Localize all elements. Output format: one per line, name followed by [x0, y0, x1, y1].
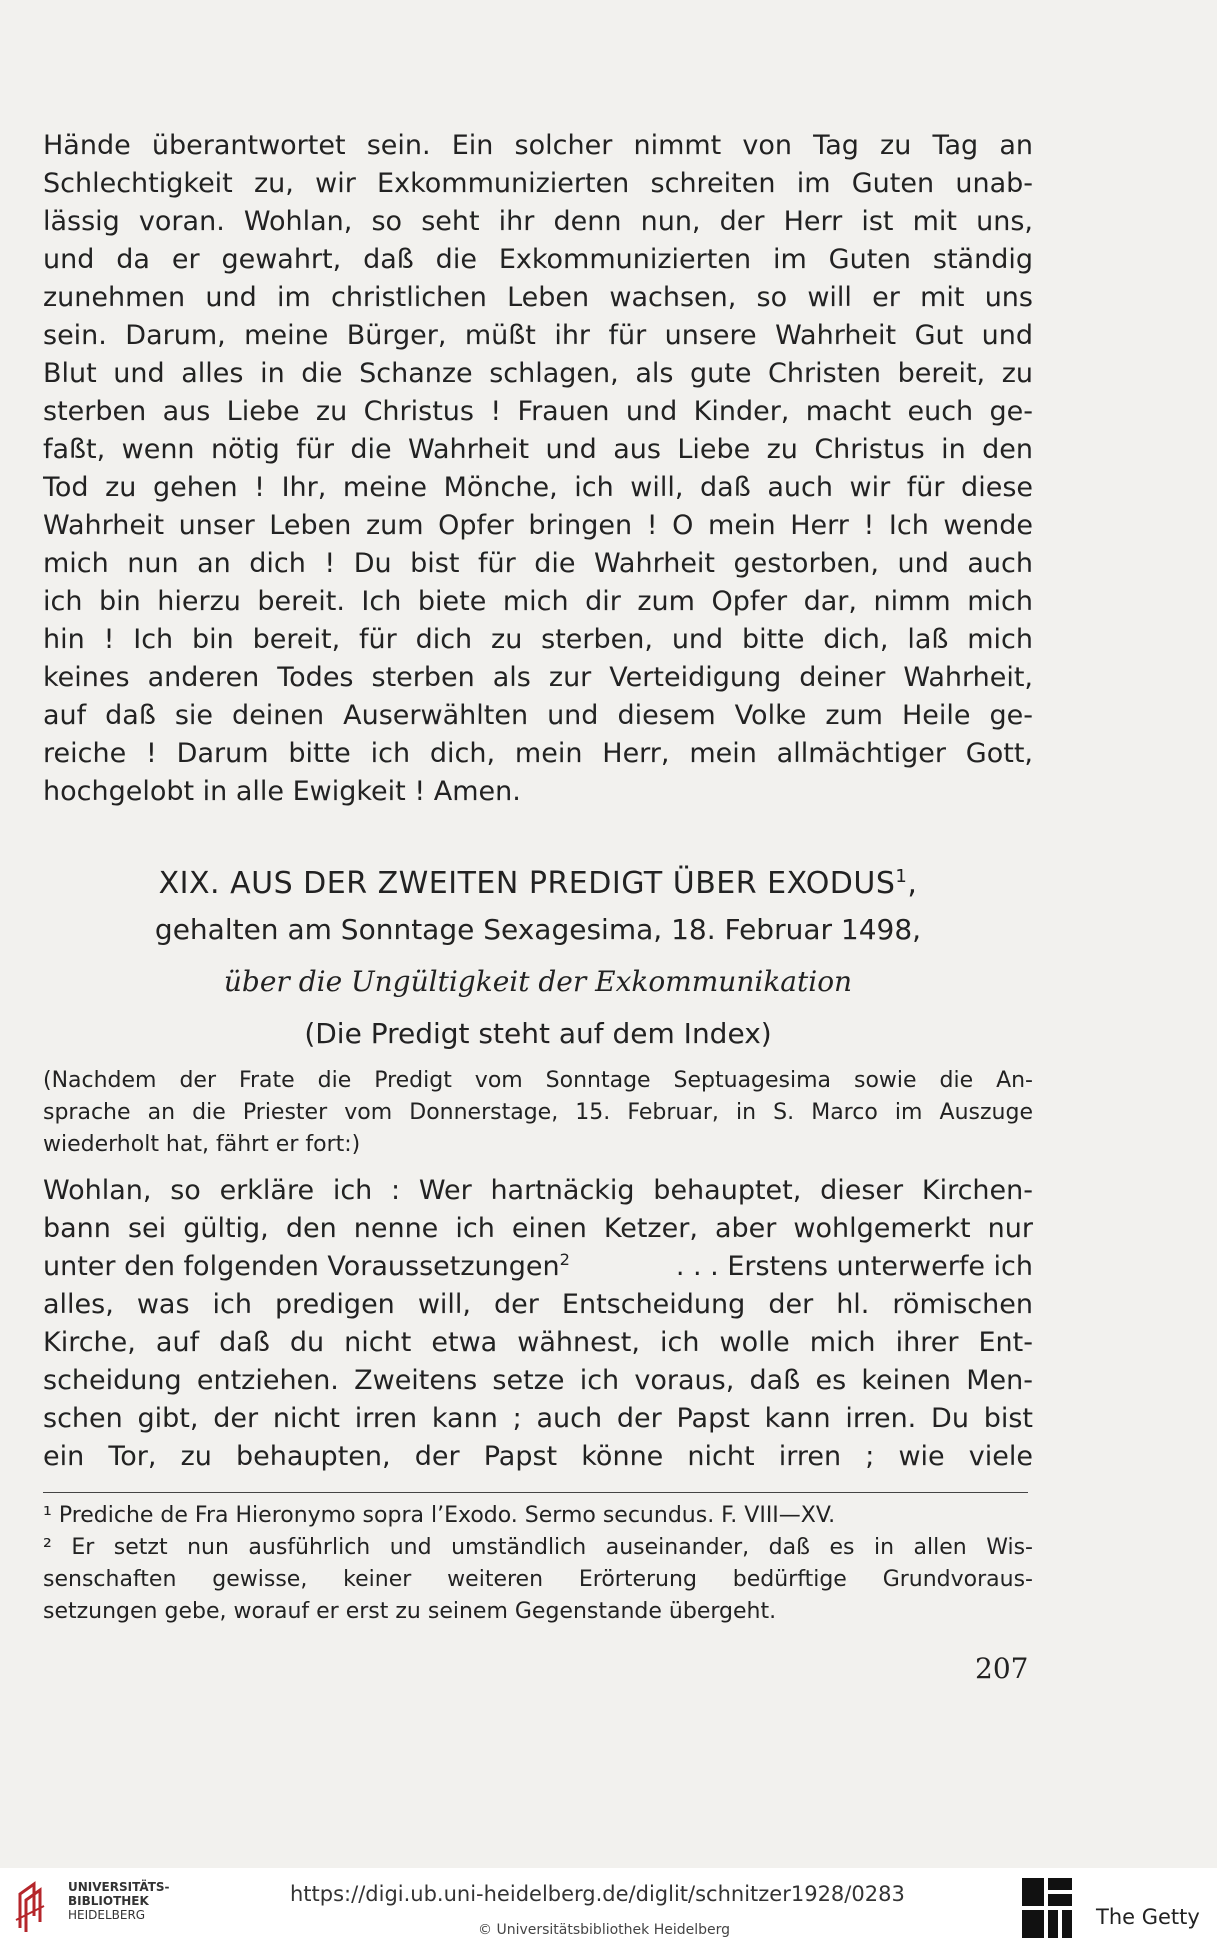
text-line: hochgelobt in alle Ewigkeit ! Amen.: [43, 776, 521, 807]
footnote: setzungen gebe, worauf er erst zu seinem Gegenstande übergeht.: [43, 1599, 777, 1624]
sermon-paragraph: [43, 1172, 1033, 1476]
text-line: Kirche, auf daß du nicht etwa wähnest, ich wolle mich ihrer Ent-: [43, 1327, 1033, 1358]
text-line: Wohlan, so erkläre ich : Wer hartnäckig behauptet, dieser Kirchen-: [43, 1175, 1033, 1206]
footnotes: [43, 1500, 1033, 1628]
library-line: HEIDELBERG: [68, 1908, 146, 1922]
text-line: Schlechtigkeit zu, wir Exkommunizierten schreiten im Guten unab-: [43, 168, 1033, 199]
text-line: zunehmen und im christlichen Leben wachsen, so will er mit uns: [43, 282, 1033, 313]
text-line: ein Tor, zu behaupten, der Papst könne nicht irren ; wie viele: [43, 1441, 1033, 1472]
text-line: (Nachdem der Frate die Predigt vom Sonntage Septuagesima sowie die An-: [43, 1068, 1033, 1093]
text-line: sprache an die Priester vom Donnerstage, 15. Februar, in S. Marco im Auszuge: [43, 1100, 1033, 1125]
section-title: [43, 862, 1033, 906]
text-line: schen gibt, der nicht irren kann ; auch der Papst kann irren. Du bist: [43, 1403, 1033, 1434]
text-line: keines anderen Todes sterben als zur Verteidigung deiner Wahrheit,: [43, 662, 1033, 693]
section-date-line: gehalten am Sonntage Sexagesima, 18. Februar 1498,: [154, 913, 922, 946]
intro-paragraph: [43, 1065, 1033, 1161]
text-line: Hände überantwortet sein. Ein solcher nimmt von Tag zu Tag an: [43, 130, 1033, 161]
page-number: 207: [975, 1652, 1029, 1685]
text-line: reiche ! Darum bitte ich dich, mein Herr, mein allmächtiger Gott,: [43, 738, 1033, 769]
text-line: und da er gewahrt, daß die Exkommunizierten im Guten ständig: [43, 244, 1033, 275]
footnote-divider: [43, 1492, 1028, 1493]
library-line: UNIVERSITÄTS-: [68, 1880, 170, 1894]
text-segment: . . . Erstens unterwerfe ich: [675, 1251, 1033, 1282]
text-line: scheidung entziehen. Zweitens setze ich voraus, daß es keinen Men-: [43, 1365, 1033, 1396]
footnote-ref: 2: [559, 1250, 570, 1269]
text-line: mich nun an dich ! Du bist für die Wahrheit gestorben, und auch: [43, 548, 1033, 579]
text-line: auf daß sie deinen Auserwählten und diesem Volke zum Heile ge-: [43, 700, 1033, 731]
footnote: senschaften gewisse, keiner weiteren Erörterung bedürftige Grundvoraus-: [43, 1567, 1033, 1592]
text-line: Wahrheit unser Leben zum Opfer bringen ! O mein Herr ! Ich wende: [43, 510, 1033, 541]
partner-name: The Getty: [1096, 1905, 1200, 1929]
section-title-end: ,: [907, 866, 918, 901]
footnote: ¹ Prediche de Fra Hieronymo sopra l’Exodo. Sermo secundus. F. VIII—XV.: [43, 1503, 836, 1528]
text-line: alles, was ich predigen will, der Entscheidung der hl. römischen: [43, 1289, 1033, 1320]
text-line: bann sei gültig, den nenne ich einen Ketzer, aber wohlgemerkt nur: [43, 1213, 1033, 1244]
footnote-ref: 1: [895, 866, 908, 887]
text-line: [43, 1248, 1033, 1286]
copyright-notice: © Universitätsbibliothek Heidelberg: [478, 1922, 731, 1938]
text-line: faßt, wenn nötig für die Wahrheit und aus Liebe zu Christus in den: [43, 434, 1033, 465]
getty-logo-icon: [1020, 1874, 1074, 1944]
text-line: Blut und alles in die Schanze schlagen, als gute Christen bereit, zu: [43, 358, 1033, 389]
text-line: sterben aus Liebe zu Christus ! Frauen und Kinder, macht euch ge-: [43, 396, 1033, 427]
body-paragraph: [43, 127, 1033, 811]
library-name: [68, 1880, 170, 1922]
section-subject-line: über die Ungültigkeit der Exkommunikation: [223, 965, 853, 998]
ub-heidelberg-logo-icon: [12, 1876, 52, 1936]
section-index-note: (Die Predigt steht auf dem Index): [304, 1017, 772, 1050]
text-line: wiederholt hat, fährt er fort:): [43, 1132, 361, 1157]
section-title-text: XIX. AUS DER ZWEITEN PREDIGT ÜBER EXODUS: [158, 866, 896, 901]
text-line: hin ! Ich bin bereit, für dich zu sterben, und bitte dich, laß mich: [43, 624, 1033, 655]
text-line: sein. Darum, meine Bürger, müßt ihr für unsere Wahrheit Gut und: [43, 320, 1033, 351]
library-line: BIBLIOTHEK: [68, 1894, 149, 1908]
text-segment: unter den folgenden Voraussetzungen: [43, 1251, 560, 1282]
text-line: ich bin hierzu bereit. Ich biete mich dir zum Opfer dar, nimm mich: [43, 586, 1033, 617]
text-line: Tod zu gehen ! Ihr, meine Mönche, ich will, daß auch wir für diese: [43, 472, 1033, 503]
text-line: lässig voran. Wohlan, so seht ihr denn nun, der Herr ist mit uns,: [43, 206, 1033, 237]
permalink-url[interactable]: https://digi.ub.uni-heidelberg.de/diglit/schnitzer1928/0283: [290, 1882, 905, 1906]
footnote: ² Er setzt nun ausführlich und umständlich auseinander, daß es in allen Wis-: [43, 1535, 1033, 1560]
